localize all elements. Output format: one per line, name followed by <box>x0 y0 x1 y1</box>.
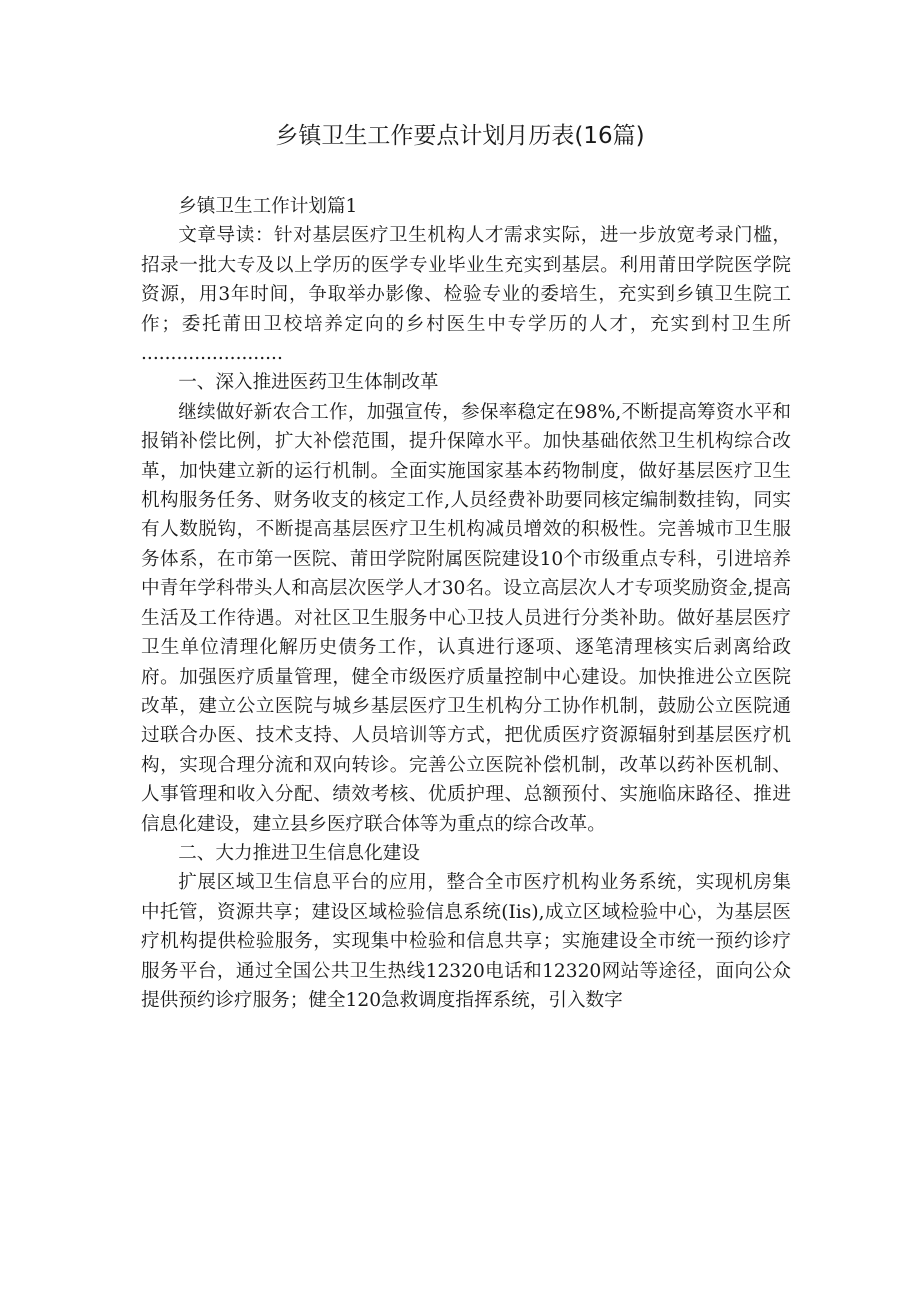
informatization-paragraph: 扩展区域卫生信息平台的应用，整合全市医疗机构业务系统，实现机房集中托管，资源共享；建设区域检验信息系统(Iis),成立区域检验中心，为基层医疗机构提供检验服务，实现集中检验和信息共享；实施建设全市统一预约诊疗服务平台，通过全国公共卫生热线12320电话和12320网站等途径，面向公众提供预约诊疗服务；健全120急救调度指挥系统，引入数字 <box>141 872 791 1011</box>
section-heading-reform: 一、深入推进医药卫生体制改革 <box>178 372 439 394</box>
section-heading-informatization: 二、大力推进卫生信息化建设 <box>178 842 420 864</box>
section-heading-part-1: 乡镇卫生工作计划篇1 <box>178 196 358 217</box>
document-title: 乡镇卫生工作要点计划月历表(16篇) <box>275 123 645 149</box>
document-body <box>141 192 791 1015</box>
article-intro-paragraph: 文章导读：针对基层医疗卫生机构人才需求实际，进一步放宽考录门槛，招录一批大专及以上学历的医学专业毕业生充实到基层。利用莆田学院医学院资源，用3年时间，争取举办影像、检验专业的委培生，充实到乡镇卫生院工作；委托莆田卫校培养定向的乡村医生中专学历的人才，充实到村卫生所 ........................ <box>141 225 791 365</box>
reform-paragraph: 继续做好新农合工作，加强宣传，参保率稳定在98%,不断提高筹资水平和报销补偿比例，扩大补偿范围，提升保障水平。加快基础依然卫生机构综合改革，加快建立新的运行机制。全面实施国家基本药物制度，做好基层医疗卫生机构服务任务、财务收支的核定工作,人员经费补助要同核定编制数挂钩，同实有人数脱钩，不断提高基层医疗卫生机构减员增效的积极性。完善城市卫生服务体系，在市第一医院、莆田学院附属医院建设10个市级重点专科，引进培养中青年学科带头人和高层次医学人才30名。设立高层次人才专项奖励资金,提高生活及工作待遇。对社区卫生服务中心卫技人员进行分类补助。做好基层医疗卫生单位清理化解历史债务工作，认真进行逐项、逐笔清理核实后剥离给政府。加强医疗质量管理，健全市级医疗质量控制中心建设。加快推进公立医院改革，建立公立医院与城乡基层医疗卫生机构分工协作机制，鼓励公立医院通过联合办医、技术支持、人员培训等方式，把优质医疗资源辐射到基层医疗机构，实现合理分流和双向转诊。完善公立医院补偿机制，改革以药补医机制、人事管理和收入分配、绩效考核、优质护理、总额预付、实施临床路径、推进信息化建设，建立县乡医疗联合体等为重点的综合改革。 <box>141 401 791 835</box>
